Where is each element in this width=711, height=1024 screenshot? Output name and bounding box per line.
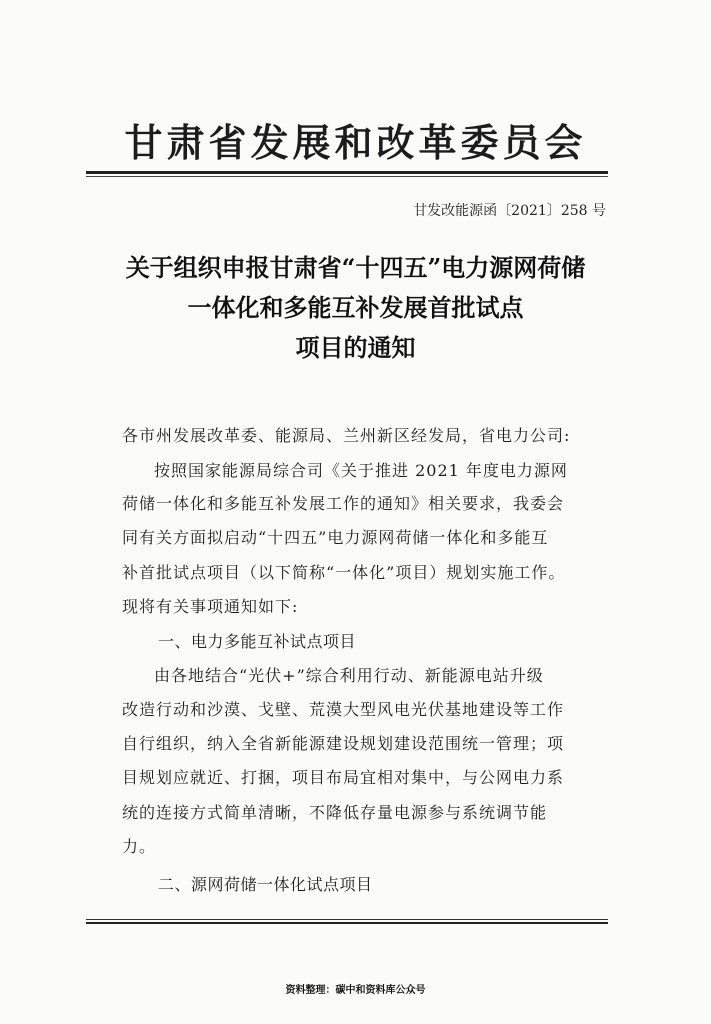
paragraph-1-line: 按照国家能源局综合司《关于推进 2021 年度电力源网 [154,461,568,480]
section-1-heading: 一、电力多能互补试点项目 [158,632,357,651]
paragraph-2-line: 力。 [122,837,157,856]
notice-title-line-2: 一体化和多能互补发展首批试点 [187,293,524,322]
header-rule-thin [86,176,608,177]
document-number: 甘发改能源函〔2021〕258 号 [413,203,606,219]
paragraph-1-line: 同有关方面拟启动“十四五”电力源网荷储一体化和多能互 [122,528,549,547]
paragraph-1-line: 补首批试点项目（以下简称“一体化”项目）规划实施工作。 [122,563,566,582]
footer-rule-thin [86,919,608,920]
paragraph-1-line: 荷储一体化和多能互补发展工作的通知》相关要求，我委会 [122,494,565,513]
footer-rule-thick [86,922,608,924]
paragraph-1-line: 现将有关事项通知如下: [122,597,299,616]
paragraph-2-line: 自行组织，纳入全省新能源建设规划建设范围统一管理；项 [122,734,565,753]
footer-credit: 资料整理：碳中和资料库公众号 [285,985,426,996]
paragraph-2-line: 改造行动和沙漠、戈壁、荒漠大型风电光伏基地建设等工作 [122,700,565,719]
paragraph-2-line: 目规划应就近、打捆，项目布局宜相对集中，与公网电力系 [122,768,565,787]
notice-title-line-3: 项目的通知 [295,333,416,362]
issuing-organization-title: 甘肃省发展和改革委员会 [124,120,587,165]
notice-title-line-1: 关于组织申报甘肃省“十四五”电力源网荷储 [125,253,586,282]
recipients-line: 各市州发展改革委、能源局、兰州新区经发局，省电力公司: [122,426,571,445]
section-2-heading: 二、源网荷储一体化试点项目 [158,875,373,894]
paragraph-2-line: 由各地结合“光伏+”综合利用行动、新能源电站升级 [154,666,544,685]
notice-title [60,248,651,368]
header-rule-thick [86,171,608,174]
paragraph-2-line: 统的连接方式简单清晰，不降低存量电源参与系统调节能 [122,803,548,822]
